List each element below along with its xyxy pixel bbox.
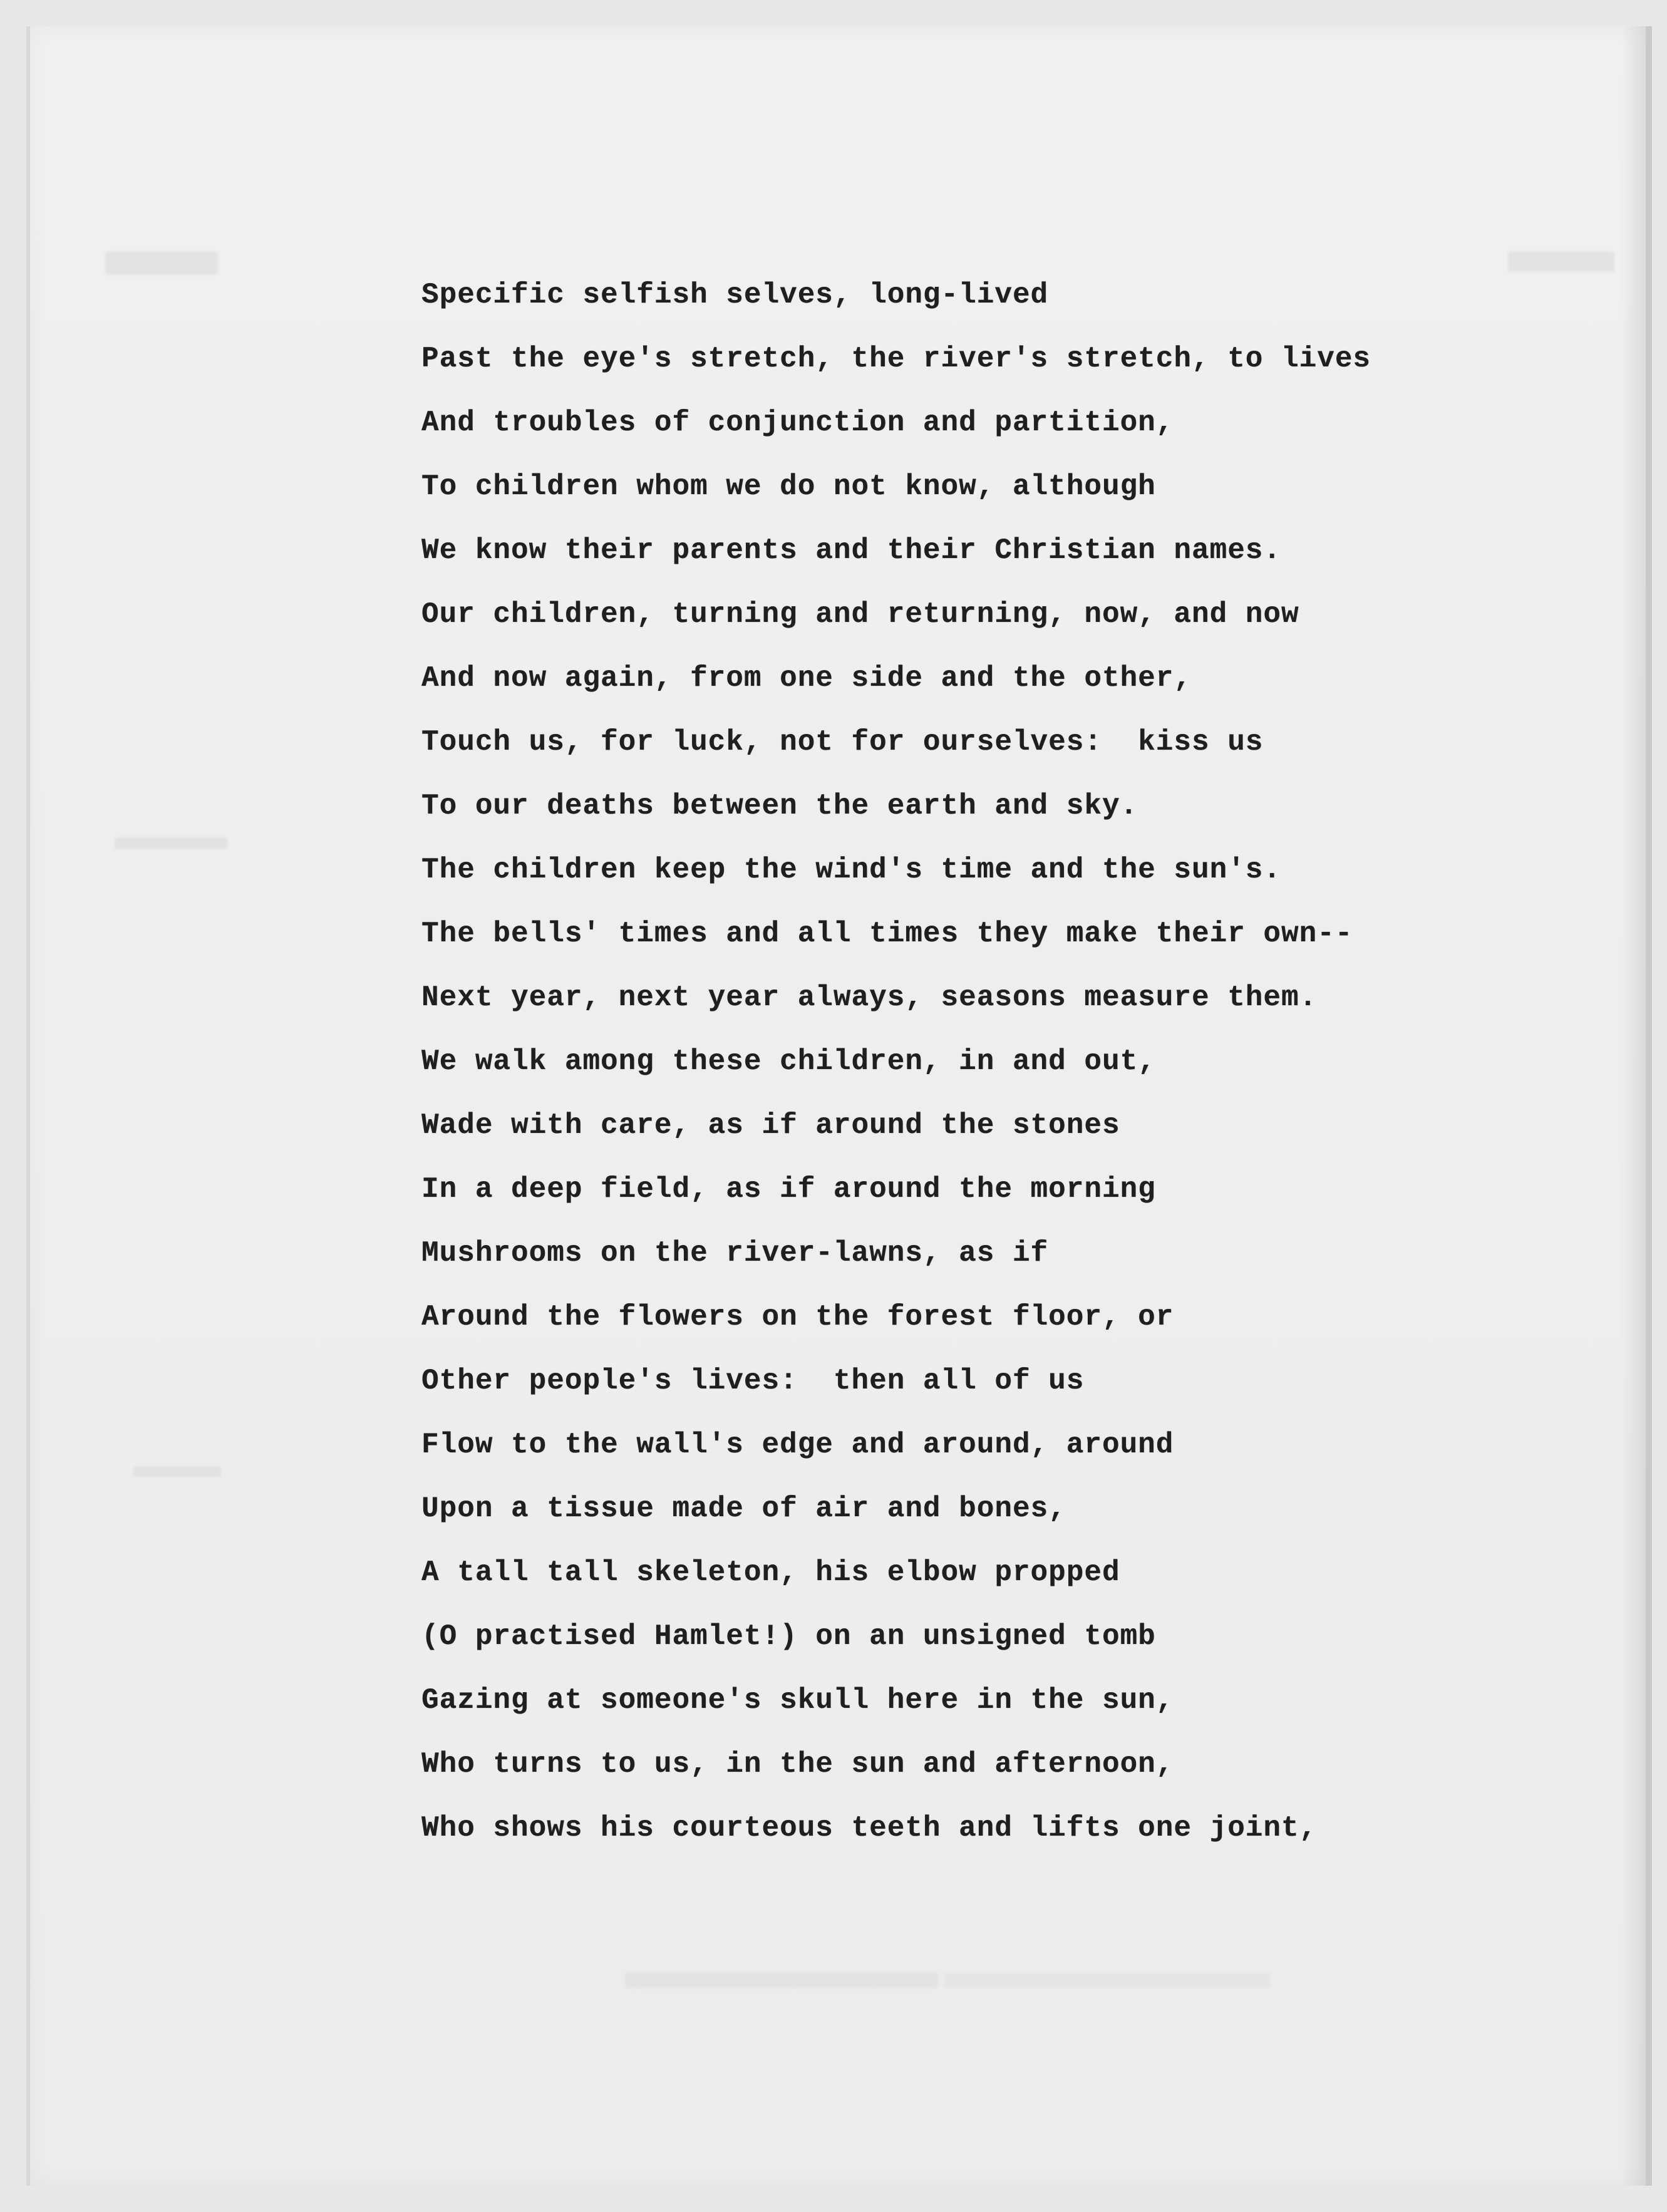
poem-line: In a deep field, as if around the morning [421,1173,1156,1206]
poem-line: Past the eye's stretch, the river's stretch, to lives [421,343,1371,375]
poem-line: Wade with care, as if around the stones [421,1109,1120,1142]
poem-line: Mushrooms on the river-lawns, as if [421,1237,1049,1269]
poem-line: The children keep the wind's time and the sun's. [421,854,1282,886]
poem-line: Who shows his courteous teeth and lifts one joint, [421,1812,1318,1844]
poem-line: Touch us, for luck, not for ourselves: kiss us [421,726,1264,758]
poem-line: Next year, next year always, seasons measure them. [421,981,1318,1014]
poem-line: A tall tall skeleton, his elbow propped [421,1556,1120,1589]
poem-line: And now again, from one side and the other, [421,662,1192,695]
faint-bleedthrough-mark [133,1467,221,1477]
faint-bleedthrough-mark [1508,252,1614,272]
poem-line: We walk among these children, in and out, [421,1045,1156,1078]
poem-line: Gazing at someone's skull here in the sun, [421,1684,1174,1717]
poem-line: Our children, turning and returning, now, and now [421,598,1299,631]
poem-line: Flow to the wall's edge and around, around [421,1429,1174,1461]
poem-line: And troubles of conjunction and partition, [421,406,1174,439]
poem-line: Upon a tissue made of air and bones, [421,1492,1066,1525]
poem-line: (O practised Hamlet!) on an unsigned tomb [421,1620,1156,1653]
faint-bleedthrough-mark [115,837,227,849]
poem-line: To children whom we do not know, although [421,470,1156,503]
poem-line: Other people's lives: then all of us [421,1365,1085,1397]
faint-bleedthrough-mark [944,1973,1270,1988]
poem-line: Who turns to us, in the sun and afternoon, [421,1748,1174,1780]
poem-line: The bells' times and all times they make their own-- [421,917,1353,950]
faint-bleedthrough-mark [105,252,218,274]
faint-bleedthrough-mark [625,1973,938,1988]
poem-line: Around the flowers on the forest floor, or [421,1301,1174,1333]
page-edge-shadow [1621,26,1646,2186]
poem-line: Specific selfish selves, long-lived [421,279,1049,311]
poem-line: We know their parents and their Christian names. [421,534,1282,567]
poem-text [421,276,1549,1873]
poem-line: To our deaths between the earth and sky. [421,790,1138,822]
